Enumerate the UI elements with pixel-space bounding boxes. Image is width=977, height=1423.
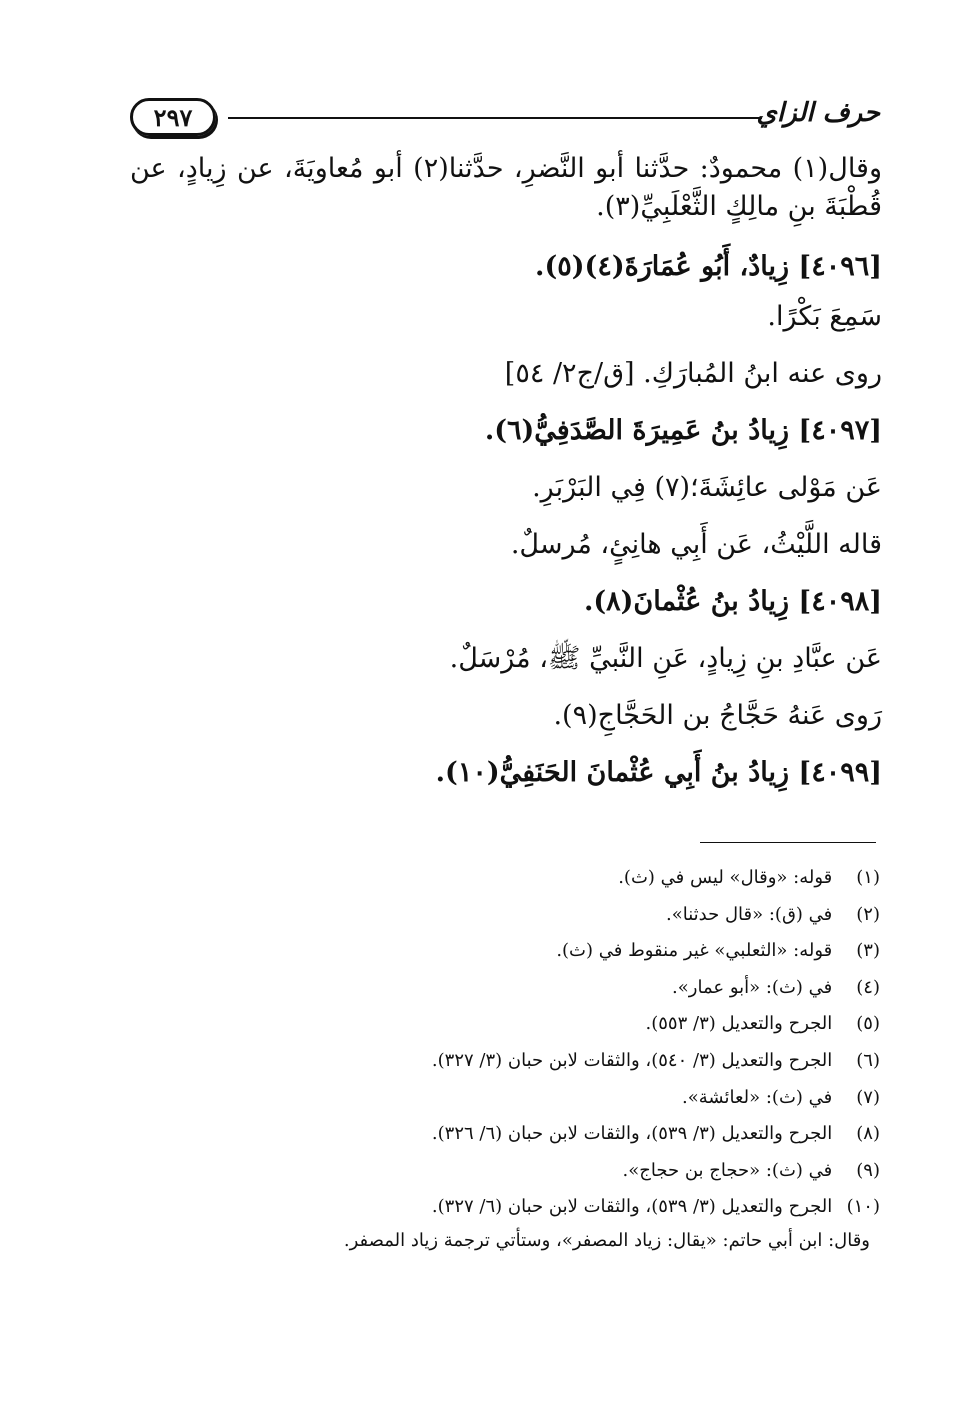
page-number-badge: ٢٩٧ [130,98,216,136]
footnote [200,1153,880,1190]
text-line: سَمِعَ بَكْرًا. [767,301,882,332]
footnote-number: (٦) [856,1049,880,1071]
footnote-text: الجرح والتعديل (٣/ ٥٤٠)، والثقات لابن حبان (٣/ ٣٢٧). [431,1049,833,1071]
entry-heading: [٤٠٩٩] زِيادُ بنُ أَبِي عُثْمانَ الحَنَفِيُّ(١٠). [435,757,882,788]
footnote-text: قوله: «الثعلبي» غير منقوط في (ث). [556,940,833,962]
footnote [200,1116,880,1153]
footnote-text: في (ث): «أبو عمار». [672,976,833,998]
main-text [130,150,882,801]
entry-heading: [٤٠٩٨] زِيادُ بنُ عُثْمانَ(٨). [583,586,882,617]
footnote [200,897,880,934]
footnote-number: (١٠) [846,1196,880,1218]
entry-heading: [٤٠٩٦] زِيادٌ، أَبُو عُمَارَةَ(٤)(٥). [535,251,882,282]
footnote-number: (٩) [856,1159,880,1181]
text-line: عَن عبَّادِ بنِ زِيادٍ، عَنِ النَّبيِّ ﷺ، مُرْسَلٌ. [449,643,882,674]
footnote [200,860,880,897]
footnotes [200,860,880,1256]
footnote-separator [700,842,876,843]
footnote [200,1006,880,1043]
footnote-text: في (ث): «لعائشة». [682,1086,833,1108]
footnote-continuation: وقال: ابن أبي حاتم: «يقال: زياد المصفر»، وستأتي ترجمة زياد المصفر. [343,1229,870,1251]
footnote-number: (٧) [856,1086,880,1108]
text-line: روى عنه ابنُ المُبارَكِ. [ق/ج٢/ ٥٤] [504,358,882,389]
header-rule [228,117,762,119]
text-line: قاله اللَّيْثُ، عَن أَبِي هانِئٍ، مُرسلٌ. [510,529,882,560]
text-line: عَن مَوْلى عائِشَةَ؛(٧) فِي البَرْبَرِ. [532,472,882,503]
chapter-title: حرف الزاي [756,98,880,128]
footnote-number: (٣) [856,940,880,962]
footnote-number: (٨) [856,1123,880,1145]
footnote-text: في (ث): «حجاج بن حجاج». [622,1159,833,1181]
footnote [200,1043,880,1080]
footnote [200,1189,880,1226]
entry-heading: [٤٠٩٧] زِيادُ بنُ عَمِيرَةَ الصَّدَفِيُّ(٦). [484,415,882,446]
footnote-number: (١) [856,867,880,888]
footnote-text: الجرح والتعديل (٣/ ٥٥٣). [645,1013,833,1035]
footnote-text: الجرح والتعديل (٣/ ٥٣٩)، والثقات لابن حبان (٦/ ٣٢٧). [431,1196,833,1218]
text-line: رَوى عَنهُ حَجَّاجُ بن الحَجَّاجِ(٩). [553,700,882,731]
footnote-text: في (ق): «قال حدثنا». [666,903,833,925]
footnote-number: (٥) [856,1013,880,1035]
footnote [200,933,880,970]
page-header [130,98,880,142]
footnote [200,1080,880,1117]
footnote-text: قوله: «وقال» ليس في (ث). [618,867,833,888]
text-line: قُطْبَةَ بنِ مالِكٍ الثَّعْلَبِيِّ(٣). [596,191,882,222]
footnote-text: الجرح والتعديل (٣/ ٥٣٩)، والثقات لابن حبان (٦/ ٣٢٦). [431,1123,833,1145]
footnote-number: (٤) [856,976,880,998]
text-line: وقال(١) محمودٌ: حدَّثنا أبو النَّضرِ، حدَّثنا(٢) أبو مُعاويَةَ، عن زِيادٍ، عن [130,153,882,184]
footnote-number: (٢) [856,903,880,925]
footnote [200,970,880,1007]
